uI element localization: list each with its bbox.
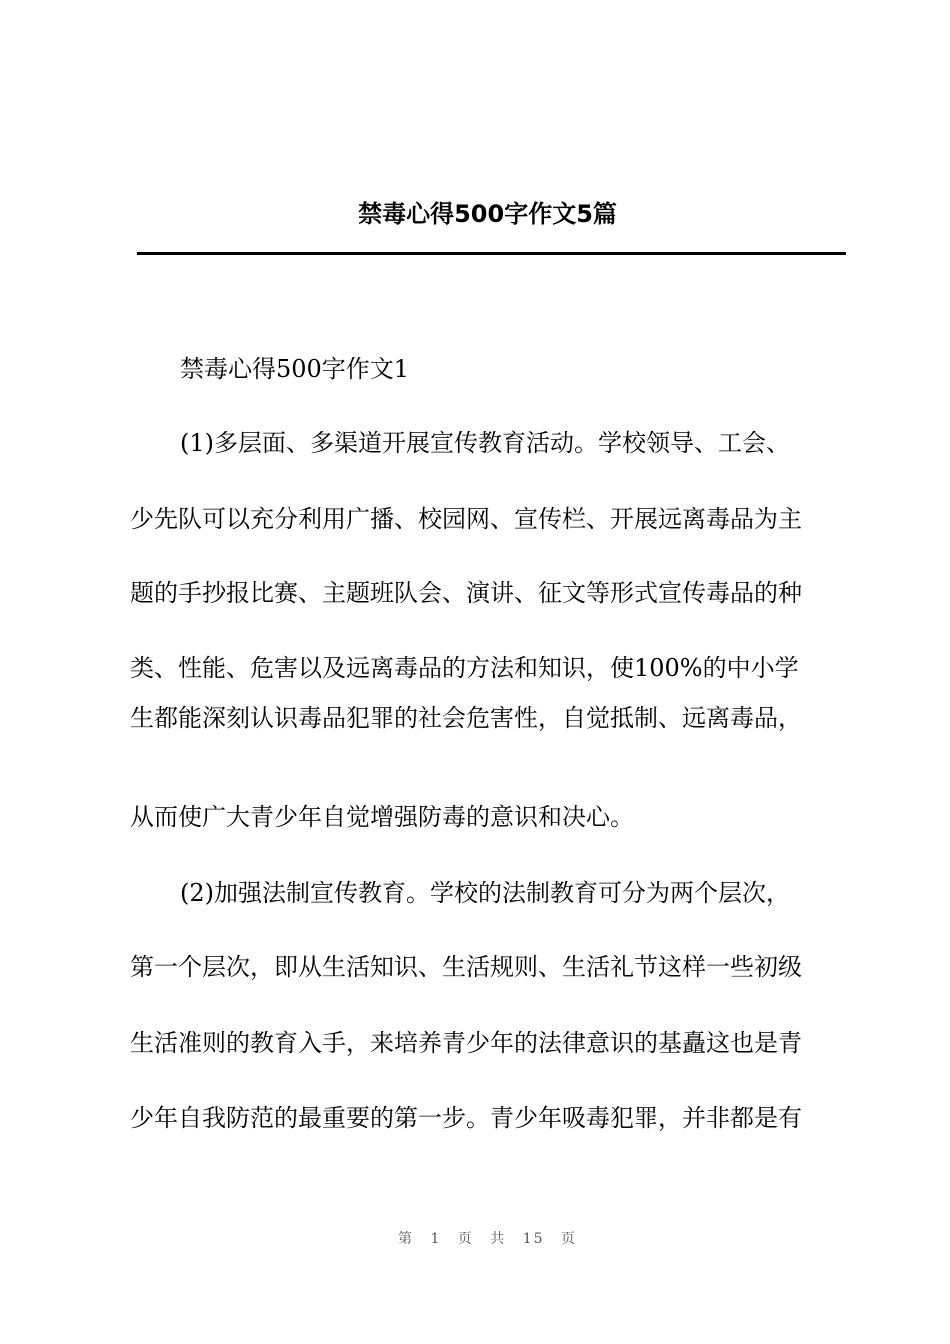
document-title: 禁毒心得500字作文5篇 xyxy=(358,200,617,228)
title-divider xyxy=(137,252,846,255)
paragraph-line: 少先队可以充分利用广播、校园网、宣传栏、开展远离毒品为主 xyxy=(130,505,802,533)
section-heading: 禁毒心得500字作文1 xyxy=(180,355,410,383)
paragraph-line: 类、性能、危害以及远离毒品的方法和知识，使100%的中小学 xyxy=(130,654,799,682)
paragraph-line: 生都能深刻认识毒品犯罪的社会危害性，自觉抵制、远离毒品， xyxy=(130,704,802,732)
paragraph-line: (2)加强法制宣传教育。学校的法制教育可分为两个层次， xyxy=(180,879,790,907)
page-number-footer: 第 1 页 共 15 页 xyxy=(398,1231,577,1247)
paragraph-line: 第一个层次，即从生活知识、生活规则、生活礼节这样一些初级 xyxy=(130,953,802,981)
paragraph-line: 生活准则的教育入手，来培养青少年的法律意识的基矗这也是青 xyxy=(130,1029,802,1057)
paragraph-line: 题的手抄报比赛、主题班队会、演讲、征文等形式宣传毒品的种 xyxy=(130,579,802,607)
paragraph-line: 少年自我防范的最重要的第一步。青少年吸毒犯罪，并非都是有 xyxy=(130,1104,802,1132)
paragraph-line: (1)多层面、多渠道开展宣传教育活动。学校领导、工会、 xyxy=(180,429,790,457)
paragraph-line: 从而使广大青少年自觉增强防毒的意识和决心。 xyxy=(130,803,634,831)
